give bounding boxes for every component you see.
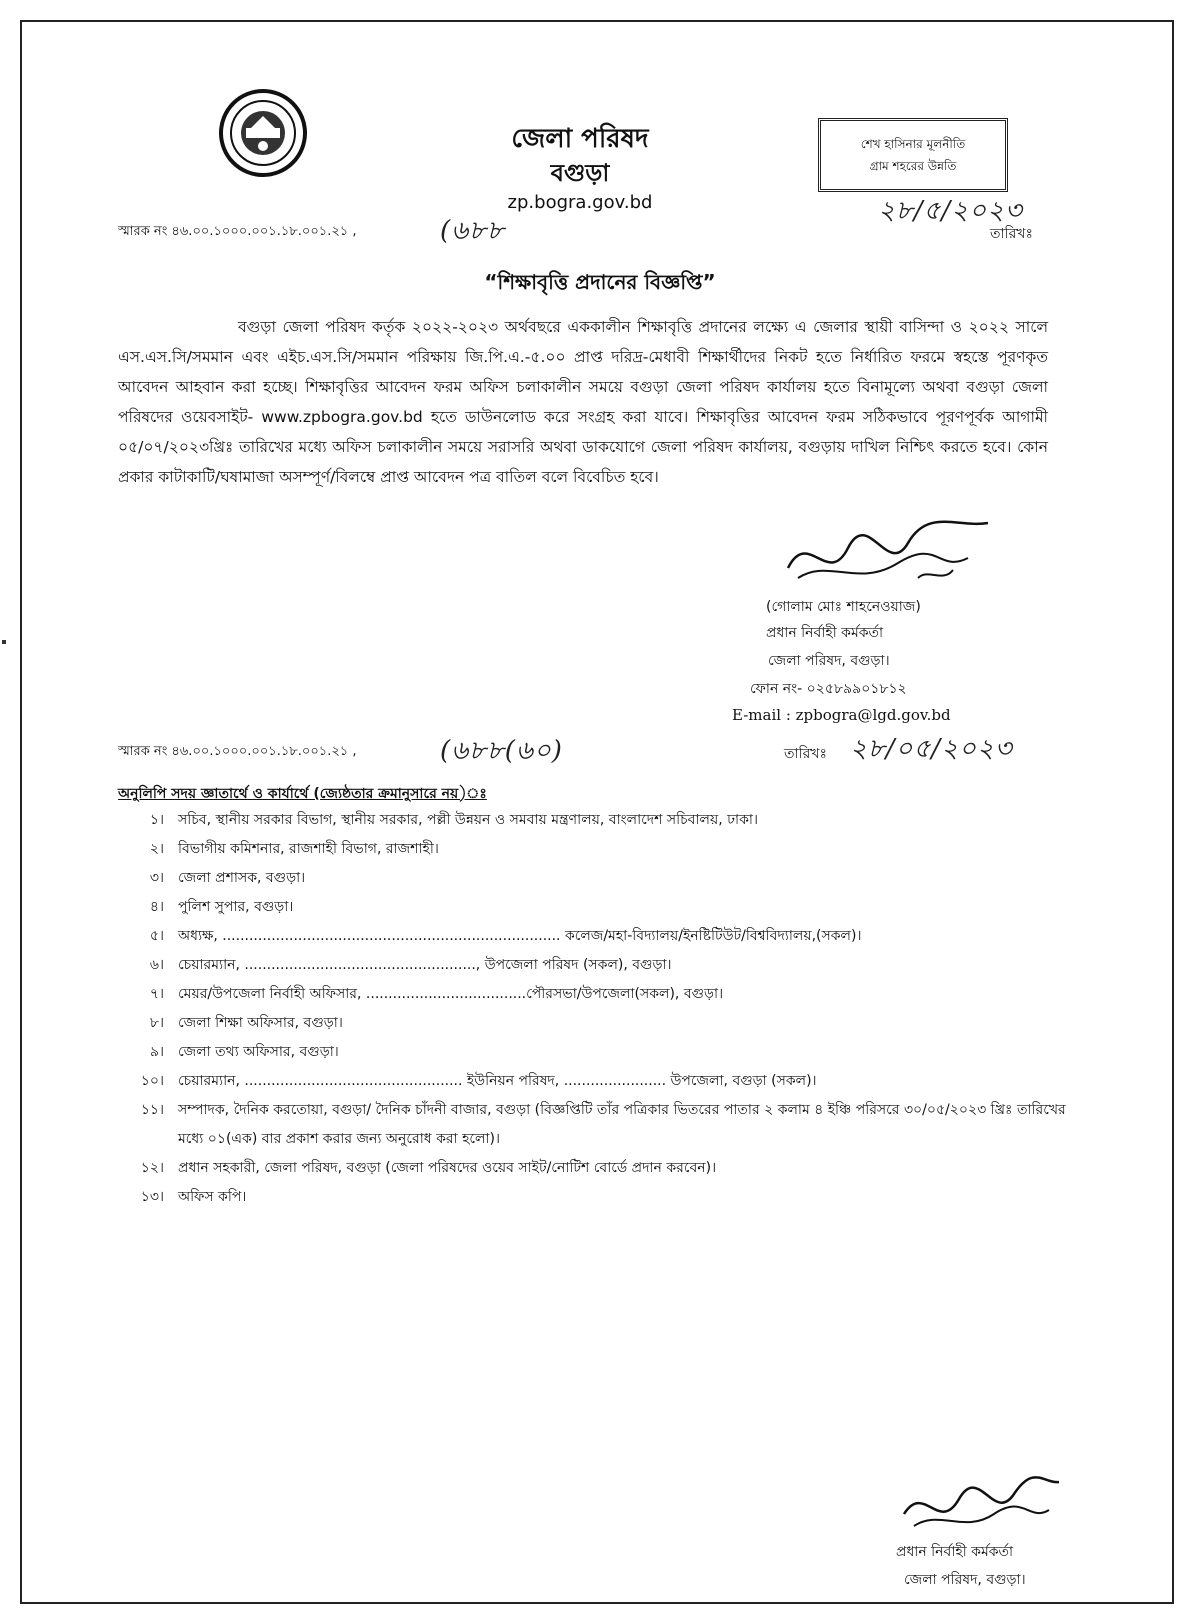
org-name: জেলা পরিষদ [511, 124, 649, 154]
signature-icon [768, 518, 998, 596]
signature-icon [894, 1474, 1064, 1540]
notice-title: “শিক্ষাবৃত্তি প্রদানের বিজ্ঞপ্তি” [484, 270, 716, 294]
slogan-box [818, 118, 1008, 192]
memo-handwritten-number: (৬৮৮ [440, 216, 505, 246]
org-website: zp.bogra.gov.bd [507, 192, 653, 213]
memo2-handwritten-number: (৬৮৮(৬০) [440, 736, 563, 766]
date-label: তারিখঃ [990, 226, 1033, 242]
list-item: ১১। সম্পাদক, দৈনিক করতোয়া, বগুড়া/ দৈনিক চাঁদনী বাজার, বগুড়া (বিজ্ঞপ্তিটি তাঁর পত্রিকার ভিতরের পাতার ২ কলাম ৪ ইঞ্চি পরিসরে ৩০/০৫/২০২৩ খ্রিঃ তারিখের মধ্যে ০১(এক) বার প্রকাশ করার জন্য অনুরোধ করা হলো)। [140, 1102, 1066, 1147]
list-item: ১০। চেয়ারম্যান, ................................................. ইউনিয়ন পরিষদ, ....................... উপজেলা, বগুড়া (সকল)। [140, 1073, 817, 1089]
list-item: ২। বিভাগীয় কমিশনার, রাজশাহী বিভাগ, রাজশাহী। [149, 841, 439, 857]
list-item: ৬। চেয়ারম্যান, ...................................................., উপজেলা পরিষদ (সকল), বগুড়া। [149, 957, 672, 973]
signatory2-office: জেলা পরিষদ, বগুড়া। [904, 1572, 1026, 1588]
cc-list [118, 806, 1078, 1212]
scan-edge-mark [2, 640, 6, 644]
cc-header: অনুলিপি সদয় জ্ঞাতার্থে ও কার্যার্থে (জ্যেষ্ঠতার ক্রমানুসারে নয়)ঃ [118, 786, 487, 802]
list-item: ৮। জেলা শিক্ষা অফিসার, বগুড়া। [149, 1015, 343, 1031]
list-item: ১২। প্রধান সহকারী, জেলা পরিষদ, বগুড়া (জেলা পরিষদের ওয়েব সাইট/নোটিশ বোর্ডে প্রদান করবেন)। [140, 1160, 717, 1176]
signatory-phone: ফোন নং- ০২৫৮৯৯০১৮১২ [750, 681, 907, 697]
list-item: ৫। অধ্যক্ষ, ............................................................................ কলেজ/মহা-বিদ্যালয়/ইনষ্টিটিউট/বিশ্ববিদ্যালয়,(সকল)। [149, 928, 862, 944]
signatory-office: জেলা পরিষদ, বগুড়া। [768, 653, 890, 669]
list-item: ৩। জেলা প্রশাসক, বগুড়া। [149, 870, 306, 886]
signatory-name: (গোলাম মোঃ শাহনেওয়াজ) [766, 599, 921, 615]
list-item: ৭। মেয়র/উপজেলা নির্বাহী অফিসার, ....................................পৌরসভা/উপজেলা(সকল), বগুড়া। [149, 986, 724, 1002]
memo-handwritten-date: ২৮/৫/২০২৩ [878, 196, 1023, 226]
memo-number: স্মারক নং ৪৬.০০.১০০০.০০১.১৮.০০১.২১ , [118, 224, 357, 239]
list-item: ১৩। অফিস কপি। [140, 1189, 247, 1205]
slogan-line-2: গ্রাম শহরের উন্নতি [869, 159, 957, 173]
notice-body: বগুড়া জেলা পরিষদ কর্তৃক ২০২২-২০২৩ অর্থবছরে এককালীন শিক্ষাবৃত্তি প্রদানের লক্ষ্যে এ জেলার স্থায়ী বাসিন্দা ও ২০২২ সালে এস.এস.সি/সমমান এবং এইচ.এস.সি/সমমান পরিক্ষায় জি.পি.এ.-৫.০০ প্রাপ্ত দরিদ্র-মেধাবী শিক্ষার্থীদের নিকট হতে নির্ধারিত ফরমে স্বহস্তে পূরণকৃত আবেদন আহবান করা হচ্ছে। শিক্ষাবৃত্তির আবেদন ফরম অফিস চলাকালীন সময়ে বগুড়া জেলা পরিষদ কার্যালয় হতে বিনামূল্যে অথবা বগুড়া জেলা পরিষদের ওয়েবসাইট- www.zpbogra.gov.bd হতে ডাউনলোড করে সংগ্রহ করা যাবে। শিক্ষাবৃত্তির আবেদন ফরম সঠিকভাবে পূরণপূর্বক আগামী ০৫/০৭/২০২৩খ্রিঃ তারিখের মধ্যে অফিস চলাকালীন সময়ে সরাসরি অথবা ডাকযোগে জেলা পরিষদ কার্যালয়, বগুড়ায় দাখিল নিশ্চিৎ করতে হবে। কোন প্রকার কাটাকাটি/ঘষামাজা অসম্পূর্ণ/বিলম্বে প্রাপ্ত আবেদন পত্র বাতিল বলে বিবেচিত হবে। [118, 318, 1048, 486]
signatory-email: E-mail : zpbogra@lgd.gov.bd [732, 706, 951, 724]
org-district: বগুড়া [550, 159, 610, 187]
list-item: ৯। জেলা তথ্য অফিসার, বগুড়া। [149, 1044, 339, 1060]
signatory2-designation: প্রধান নির্বাহী কর্মকর্তা [896, 1544, 1014, 1560]
slogan-line-1: শেখ হাসিনার মূলনীতি [860, 137, 966, 151]
memo2-date-label: তারিখঃ [784, 746, 827, 762]
memo2-number: স্মারক নং ৪৬.০০.১০০০.০০১.১৮.০০১.২১ , [118, 744, 357, 759]
government-seal-icon [218, 88, 308, 178]
list-item: ১। সচিব, স্থানীয় সরকার বিভাগ, স্থানীয় সরকার, পল্লী উন্নয়ন ও সমবায় মন্ত্রণালয়, বাংলাদেশ সচিবালয়, ঢাকা। [149, 812, 758, 828]
memo2-handwritten-date: ২৮/০৫/২০২৩ [850, 734, 1013, 764]
signatory-designation: প্রধান নির্বাহী কর্মকর্তা [766, 625, 884, 641]
list-item: ৪। পুলিশ সুপার, বগুড়া। [149, 899, 294, 915]
